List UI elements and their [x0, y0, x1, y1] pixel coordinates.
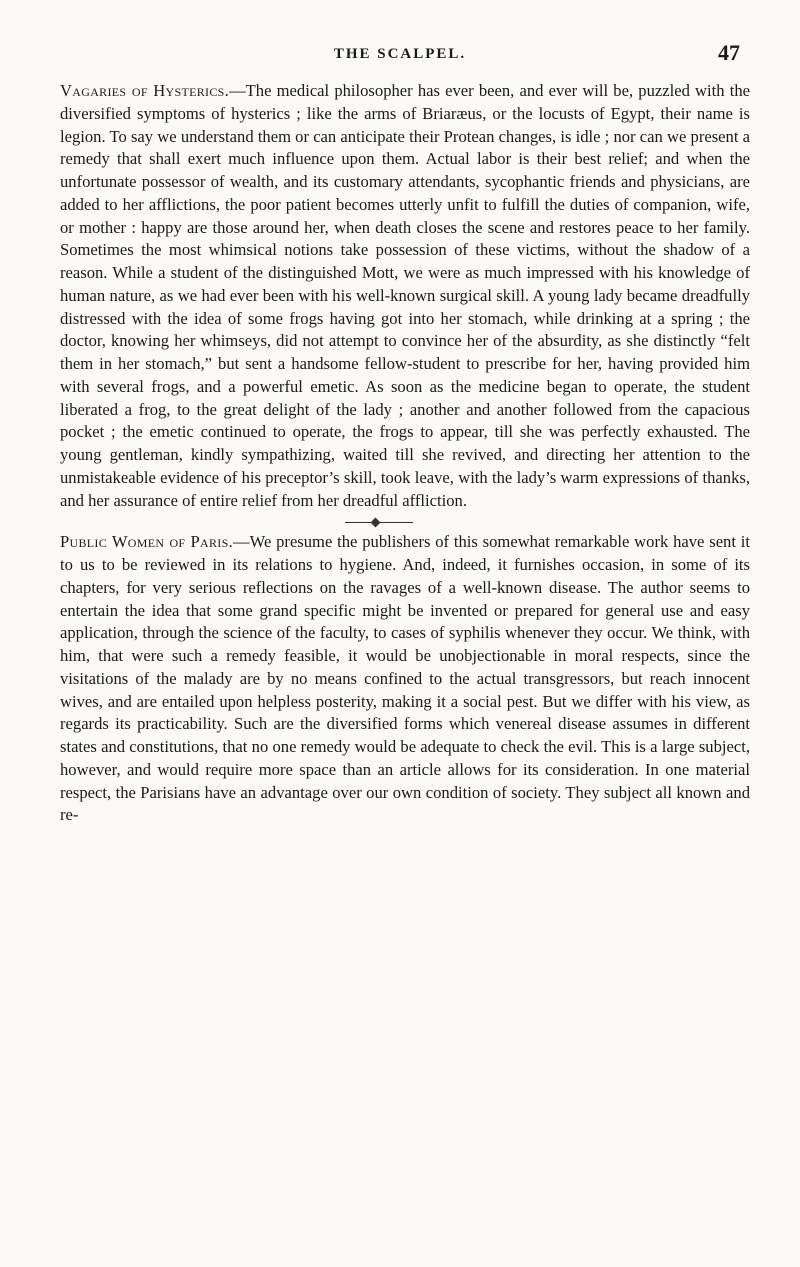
running-head [0, 40, 800, 70]
article-public-women-of-paris [60, 531, 750, 827]
body-text [60, 80, 750, 827]
article-heading: Vagaries of Hysterics. [60, 81, 230, 100]
article-body: —We presume the publishers of this somewhat remarkable work have sent it to us to be reviewed in its relations to hygiene. And, indeed, it furnishes occasion, in some of its chapters, for very serious reflections on the ravages of a well-known disease. The author seems to entertain the idea that some grand specific might be invented or prepared for general use and easy application, through the science of the faculty, to cases of syphilis whenever they occur. We think, with him, that were such a remedy feasible, it would be unobjectionable in moral respects, since the visitations of the malady are by no means confined to the actual transgressors, but reach innocent wives, and are entailed upon helpless posterity, making it a social pest. But we differ with his view, as regards its practicability. Such are the diversified forms which venereal disease assumes in different states and constitutions, that no one remedy would be adequate to check the evil. This is a large subject, however, and would require more space than an article allows for its consideration. In one material respect, the Parisians have an advantage over our own condition of society. They subject all known and re- [60, 532, 750, 825]
page-number: 47 [718, 40, 740, 65]
article-heading: Public Women of Paris. [60, 532, 234, 552]
section-divider [60, 514, 750, 530]
article-vagaries-of-hysterics [60, 80, 750, 512]
divider-ornament-icon [371, 518, 381, 528]
running-title: THE SCALPEL. [333, 46, 467, 62]
article-body: —The medical philosopher has ever been, and ever will be, puzzled with the diversified symptoms of hysterics ; like the arms of Briaræus, or the locusts of Egypt, their name is legion. To say we understand them or can anticipate their Protean changes, is idle ; nor can we present a remedy that shall exert much influence upon them. Actual labor is their best relief; and when the unfortunate possessor of wealth, and its customary attendants, sycophantic friends and physicians, are added to her afflictions, the poor patient becomes utterly unfit to fulfill the duties of companion, wife, or mother : happy are those around her, when death closes the scene and restores peace to her family. Sometimes the most whimsical notions take possession of these victims, without the shadow of a reason. While a student of the distinguished Mott, we were as much impressed with his knowledge of human nature, as we had ever been with his well-known surgical skill. A young lady became dreadfully distressed with the idea of some frogs having got into her stomach, while drinking at a spring ; the doctor, knowing her whimseys, did not attempt to convince her of the absurdity, as she distinctly “felt them in her stomach,” but sent a handsome fellow-student to prescribe for her, having provided him with several frogs, and a powerful emetic. As soon as the medicine began to operate, the student liberated a frog, to the great delight of the lady ; another and another followed from the capacious pocket ; the emetic continued to operate, the frogs to appear, till she was perfectly exhausted. The young gentleman, kindly sympathizing, waited till she revived, and directing her attention to the unmistakeable evidence of his preceptor’s skill, took leave, with the lady’s warm expressions of thanks, and her assurance of entire relief from her dreadful affliction. [60, 81, 750, 510]
